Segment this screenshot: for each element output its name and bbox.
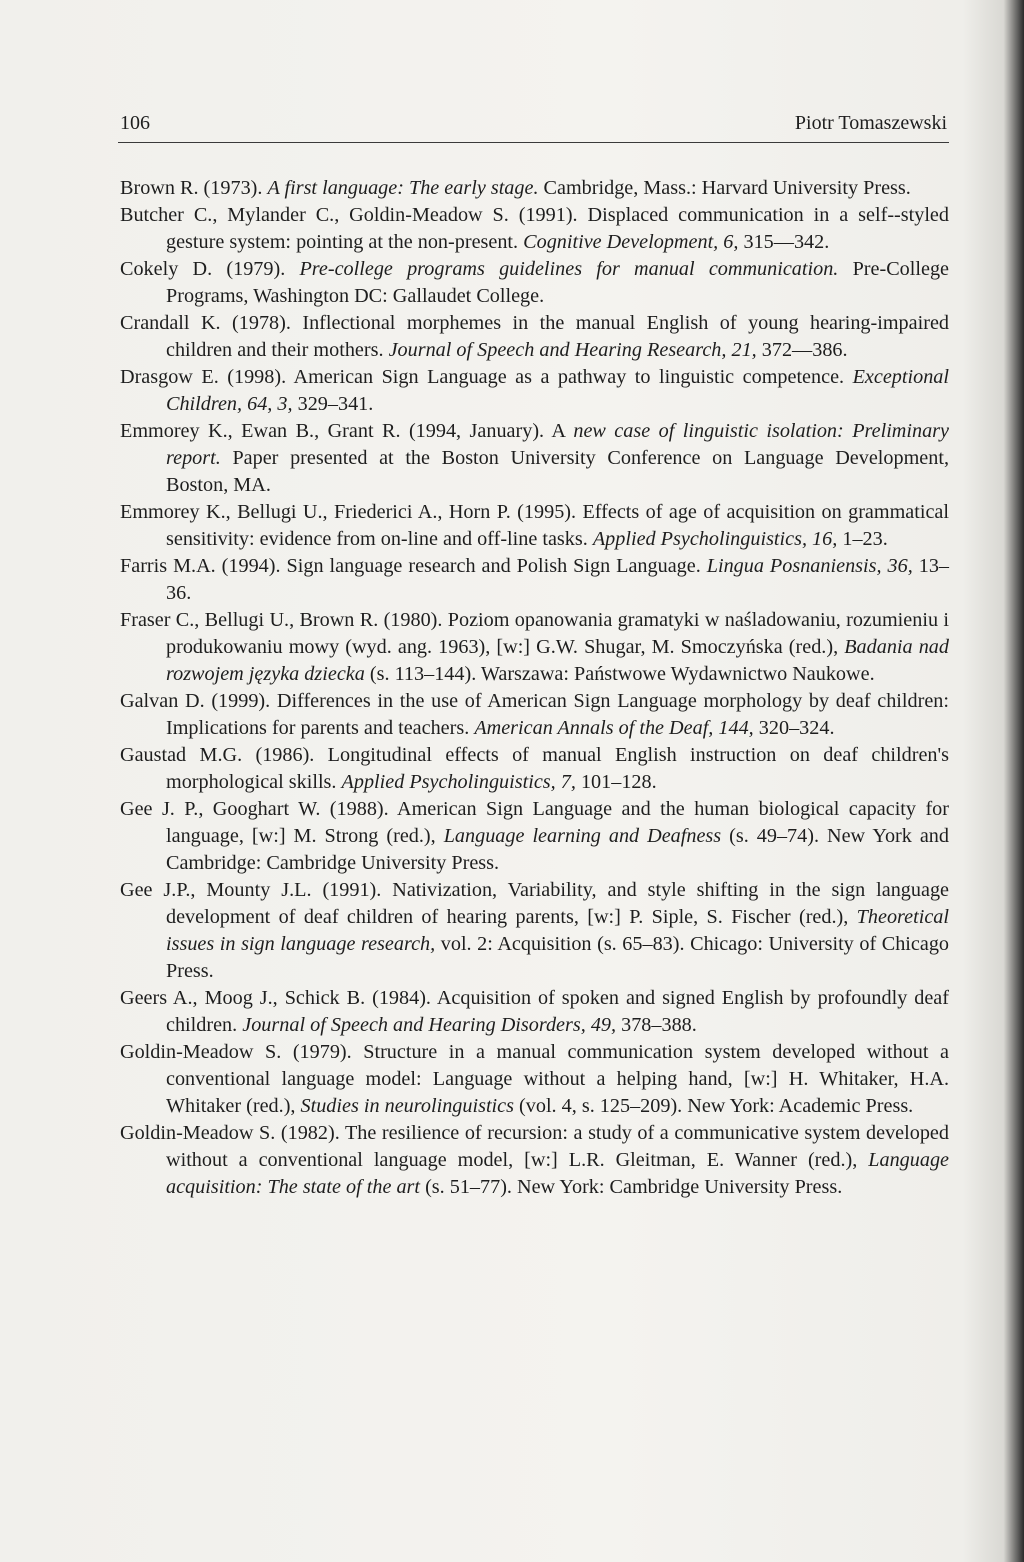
page-number: 106: [120, 112, 150, 134]
reference-list: [120, 175, 949, 1201]
reference-entry: Gee J.P., Mounty J.L. (1991). Nativization, Variability, and style shifting in the sign language development of deaf children of hearing parents, [w:] P. Siple, S. Fischer (red.), Theoretical issues in sign language research, vol. 2: Acquisition (s. 65–83). Chicago: University of Chicago Press.: [120, 879, 950, 982]
reference-entry: Geers A., Moog J., Schick B. (1984). Acquisition of spoken and signed English by profoundly deaf children. Journal of Speech and Hearing Disorders, 49, 378–388.: [120, 987, 949, 1036]
reference-entry: Gaustad M.G. (1986). Longitudinal effects of manual English instruction on deaf children's morphological skills. Applied Psycholinguistics, 7, 101–128.: [120, 744, 949, 793]
reference-entry: Goldin-Meadow S. (1982). The resilience of recursion: a study of a communicative system developed without a conventional language model, [w:] L.R. Gleitman, E. Wanner (red.), Language acquisition: The state of the art (s. 51–77). New York: Cambridge University Press.: [120, 1122, 949, 1198]
reference-entry: Galvan D. (1999). Differences in the use of American Sign Language morphology by deaf children: Implications for parents and teachers. American Annals of the Deaf, 144, 320–324.: [120, 690, 949, 739]
reference-entry: Emmorey K., Ewan B., Grant R. (1994, January). A new case of linguistic isolation: Preliminary report. Paper presented at the Boston University Conference on Language Development, Boston, MA.: [120, 420, 949, 496]
reference-entry: Farris M.A. (1994). Sign language research and Polish Sign Language. Lingua Posnaniensis, 36, 13–36.: [120, 555, 950, 604]
reference-entry: Crandall K. (1978). Inflectional morphemes in the manual English of young hearing-impaired children and their mothers. Journal of Speech and Hearing Research, 21, 372–​–386.: [120, 312, 949, 361]
reference-entry: Butcher C., Mylander C., Goldin-Meadow S. (1991). Displaced communication in a self--styled gesture system: pointing at the non-present. Cognitive Development, 6, 315–​–342.: [120, 204, 949, 253]
reference-entry: Brown R. (1973). A first language: The early stage. Cambridge, Mass.: Harvard University Press.: [120, 177, 911, 199]
running-head-author: Piotr Tomaszewski: [794, 112, 947, 134]
reference-entry: Emmorey K., Bellugi U., Friederici A., Horn P. (1995). Effects of age of acquisition on grammatical sensitivity: evidence from on-line and off-line tasks. Applied Psycholinguistics, 16, 1–23.: [120, 501, 949, 550]
reference-entry: Fraser C., Bellugi U., Brown R. (1980). Poziom opanowania gramatyki w naśladowaniu, rozumieniu i produkowaniu mowy (wyd. ang. 1963), [w:] G.W. Shugar, M. Smoczyńska (red.), Badania nad rozwojem języka dziecka (s. 113–144). Warszawa: Państwowe Wydawnictwo Naukowe.: [120, 609, 949, 685]
running-header: [118, 108, 949, 143]
reference-entry: Goldin-Meadow S. (1979). Structure in a manual communication system developed without a conventional language model: Language without a helping hand, [w:] H. Whitaker, H.A. Whitaker (red.), Studies in neurolinguistics (vol. 4, s. 125–209). New York: Academic Press.: [120, 1041, 949, 1117]
reference-entry: Cokely D. (1979). Pre-college programs guidelines for manual communication. Pre-College Programs, Washington DC: Gallaudet College.: [120, 258, 949, 307]
reference-entry: Gee J. P., Googhart W. (1988). American Sign Language and the human biological capacity for language, [w:] M. Strong (red.), Language learning and Deafness (s. 49–74). New York and Cambridge: Cambridge University Press.: [120, 798, 949, 874]
reference-entry: Drasgow E. (1998). American Sign Language as a pathway to linguistic competence. Exceptional Children, 64, 3, 329–341.: [120, 366, 949, 415]
